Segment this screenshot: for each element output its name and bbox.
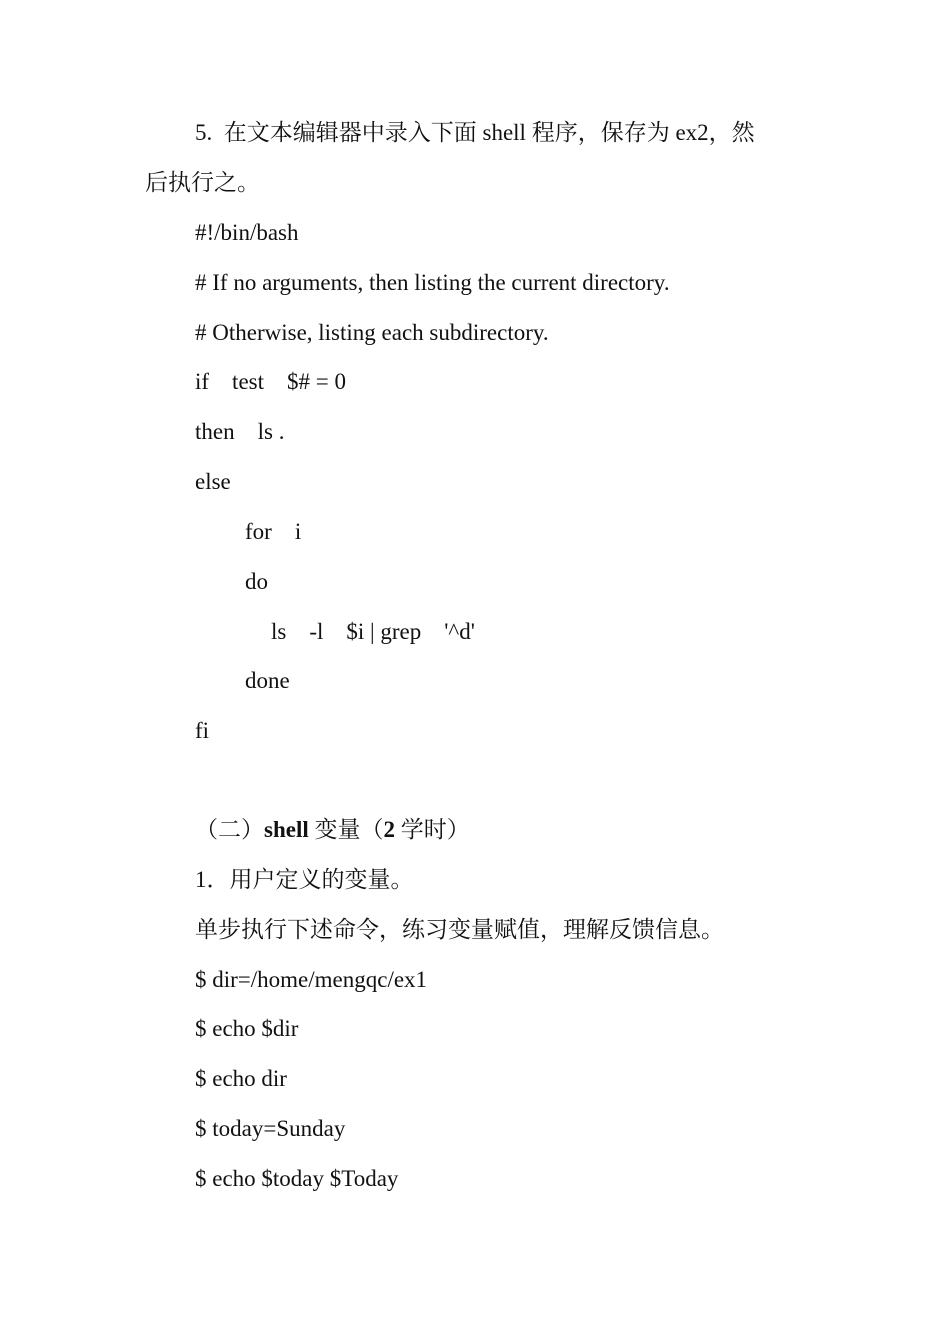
section2-instruction: 单步执行下述命令，练习变量赋值，理解反馈信息。 xyxy=(195,917,724,942)
section2-item1: 1．用户定义的变量。 xyxy=(195,867,414,892)
script-if-line: if test $# = 0 xyxy=(195,369,346,394)
section2-heading xyxy=(195,816,470,844)
script-fi-line: fi xyxy=(195,718,210,743)
heading-mid: 变量（ xyxy=(308,817,384,842)
script-ls-line: ls -l $i | grep '^d' xyxy=(271,619,475,644)
command-line: $ echo $today $Today xyxy=(195,1166,399,1191)
command-line: $ today=Sunday xyxy=(195,1116,346,1141)
script-done-line: done xyxy=(245,668,290,693)
script-do-line: do xyxy=(245,569,268,594)
script-comment2: # Otherwise, listing each subdirectory. xyxy=(195,320,549,345)
script-then-line: then ls . xyxy=(195,419,285,444)
section5-line2: 后执行之。 xyxy=(145,170,260,195)
script-comment1: # If no arguments, then listing the current directory. xyxy=(195,270,670,295)
command-line: $ echo $dir xyxy=(195,1016,299,1041)
script-for-line: for i xyxy=(245,519,302,544)
heading-bold-shell: shell xyxy=(264,817,309,842)
command-line: $ dir=/home/mengqc/ex1 xyxy=(195,967,428,992)
heading-close: 学时） xyxy=(394,817,470,842)
section5-line1: 5. 在文本编辑器中录入下面 shell 程序，保存为 ex2，然 xyxy=(195,120,755,145)
script-else-line: else xyxy=(195,469,231,494)
heading-bold-number: 2 xyxy=(383,817,395,842)
command-line: $ echo dir xyxy=(195,1066,287,1091)
script-shebang: #!/bin/bash xyxy=(195,220,299,245)
heading-open: （二） xyxy=(195,817,264,842)
